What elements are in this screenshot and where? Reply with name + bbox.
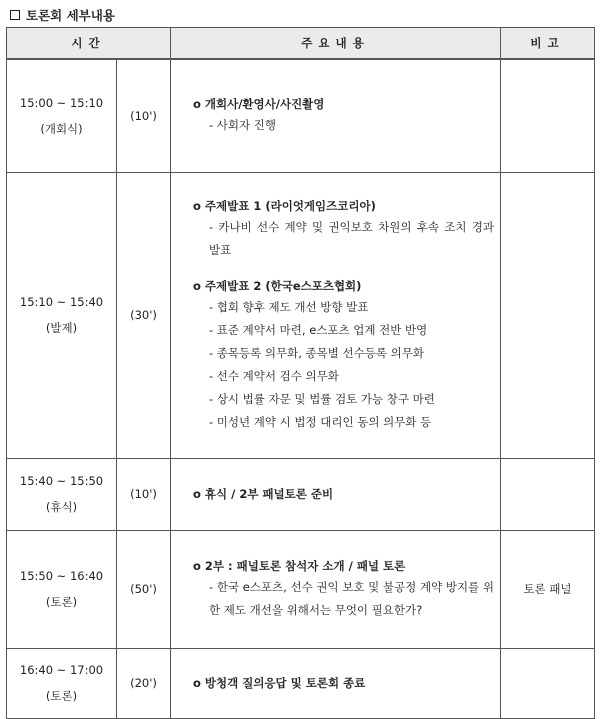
time-cell [7, 172, 117, 458]
agenda-subitem: - 종목등록 의무화, 종목별 선수등록 의무화 [209, 346, 424, 360]
agenda-subitem: - 상시 법률 자문 및 법률 검토 가능 창구 마련 [209, 392, 435, 406]
table-header-row [7, 28, 595, 60]
content-cell [171, 59, 501, 172]
agenda-item: o 주제발표 2 (한국e스포츠협회) [193, 279, 362, 293]
content-cell [171, 530, 501, 648]
session-label: (개회식) [40, 121, 83, 136]
remark-cell [501, 59, 595, 172]
agenda-item: o 방청객 질의응답 및 토론회 종료 [193, 676, 366, 690]
duration-cell: (10') [117, 458, 171, 530]
section-title [10, 6, 115, 24]
schedule-table [6, 27, 595, 719]
session-label: (토론) [45, 689, 78, 703]
header-time: 시간 [7, 28, 171, 60]
duration-cell: (10') [117, 59, 171, 172]
session-label: (토론) [45, 595, 78, 609]
agenda-subitem: - 선수 계약서 검수 의무화 [209, 369, 339, 383]
duration-cell: (50') [117, 530, 171, 648]
session-label: (휴식) [45, 500, 78, 514]
agenda-item: o 휴식 / 2부 패널토론 준비 [193, 487, 334, 501]
time-range: 15:10 ~ 15:40 [19, 295, 104, 309]
agenda-item: o 개회사/환영사/사진촬영 [193, 97, 325, 112]
content-cell [171, 458, 501, 530]
table-row [7, 59, 595, 172]
time-cell [7, 530, 117, 648]
agenda-subitem: - 한국 e스포츠, 선수 권익 보호 및 불공정 계약 방지를 위한 제도 개선을 위해서는 무엇이 필요한가? [209, 580, 494, 617]
table-row [7, 458, 595, 530]
time-cell [7, 59, 117, 172]
agenda-subitem: - 사회자 진행 [209, 118, 277, 133]
remark-cell: 토론 패널 [501, 530, 595, 648]
time-range: 16:40 ~ 17:00 [19, 663, 104, 677]
agenda-subitem: - 미성년 계약 시 법정 대리인 동의 의무화 등 [209, 415, 432, 429]
checkbox-square-icon [10, 10, 20, 20]
time-range: 15:50 ~ 16:40 [19, 569, 104, 583]
time-range: 15:40 ~ 15:50 [19, 474, 104, 488]
table-row [7, 172, 595, 458]
section-title-text: 토론회 세부내용 [26, 8, 115, 23]
table-row [7, 648, 595, 718]
agenda-subitem: - 협회 향후 제도 개선 방향 발표 [209, 300, 369, 314]
duration-cell: (30') [117, 172, 171, 458]
duration-cell: (20') [117, 648, 171, 718]
header-remark: 비고 [501, 28, 595, 60]
table-row [7, 530, 595, 648]
agenda-item: o 주제발표 1 (라이엇게임즈코리아) [193, 199, 376, 213]
session-label: (발제) [45, 321, 78, 335]
header-content: 주요내용 [171, 28, 501, 60]
remark-cell [501, 172, 595, 458]
agenda-subitem: - 카나비 선수 계약 및 권익보호 차원의 후속 조치 경과 발표 [209, 220, 494, 257]
content-cell [171, 172, 501, 458]
agenda-item: o 2부 : 패널토론 참석자 소개 / 패널 토론 [193, 559, 406, 573]
time-cell [7, 458, 117, 530]
remark-cell [501, 458, 595, 530]
content-cell [171, 648, 501, 718]
time-cell [7, 648, 117, 718]
agenda-subitem: - 표준 계약서 마련, e스포츠 업계 전반 반영 [209, 323, 428, 337]
remark-cell [501, 648, 595, 718]
time-range: 15:00 ~ 15:10 [19, 95, 104, 110]
